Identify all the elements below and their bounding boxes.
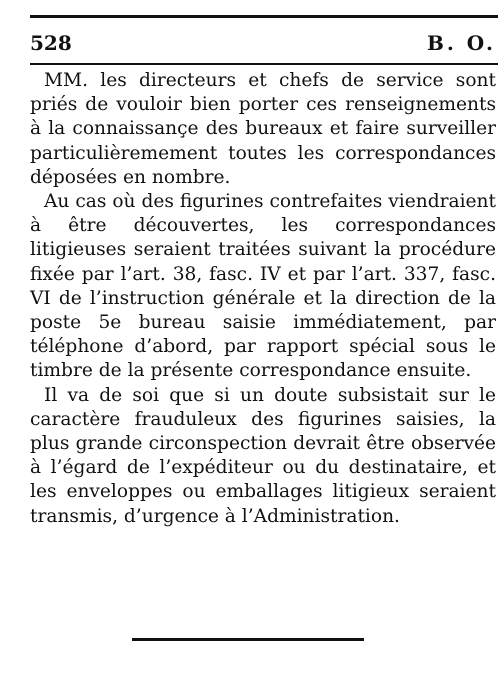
paragraph-3: Il va de soi que si un doute subsistait sur le caractère frauduleux des figurines saisies, la plus grande circonspection devrait être observée à l’égard de l’expéditeur ou du destinataire, et les enveloppes ou emballages litigieux seraient transmis, d’urgence à l’Administration. xyxy=(30,384,496,527)
paragraph-2: Au cas où des figurines contrefaites viendraient à être découvertes, les correspondances litigieuses seraient traitées suivant la procédure fixée par l’art. 38, fasc. IV et par l’art. 337, fasc. VI de l’instruction générale et la direction de la poste 5e bureau saisie immédiatement, par téléphone d’abord, par rapport spécial sous le timbre de la présente correspondance ensuite. xyxy=(30,191,496,382)
top-rule xyxy=(30,15,498,18)
body-text xyxy=(30,69,496,529)
bottom-rule xyxy=(132,638,364,641)
page-header xyxy=(30,28,496,58)
paragraph-1: MM. les directeurs et chefs de service sont priés de vouloir bien porter ces renseignements à la connaissançe des bureaux et faire surveiller particulièremement toutes les correspondances déposées en nombre. xyxy=(30,70,496,188)
page-number: 528 xyxy=(30,31,72,55)
header-rule xyxy=(30,63,498,65)
publication-code: B. O. xyxy=(426,31,496,55)
